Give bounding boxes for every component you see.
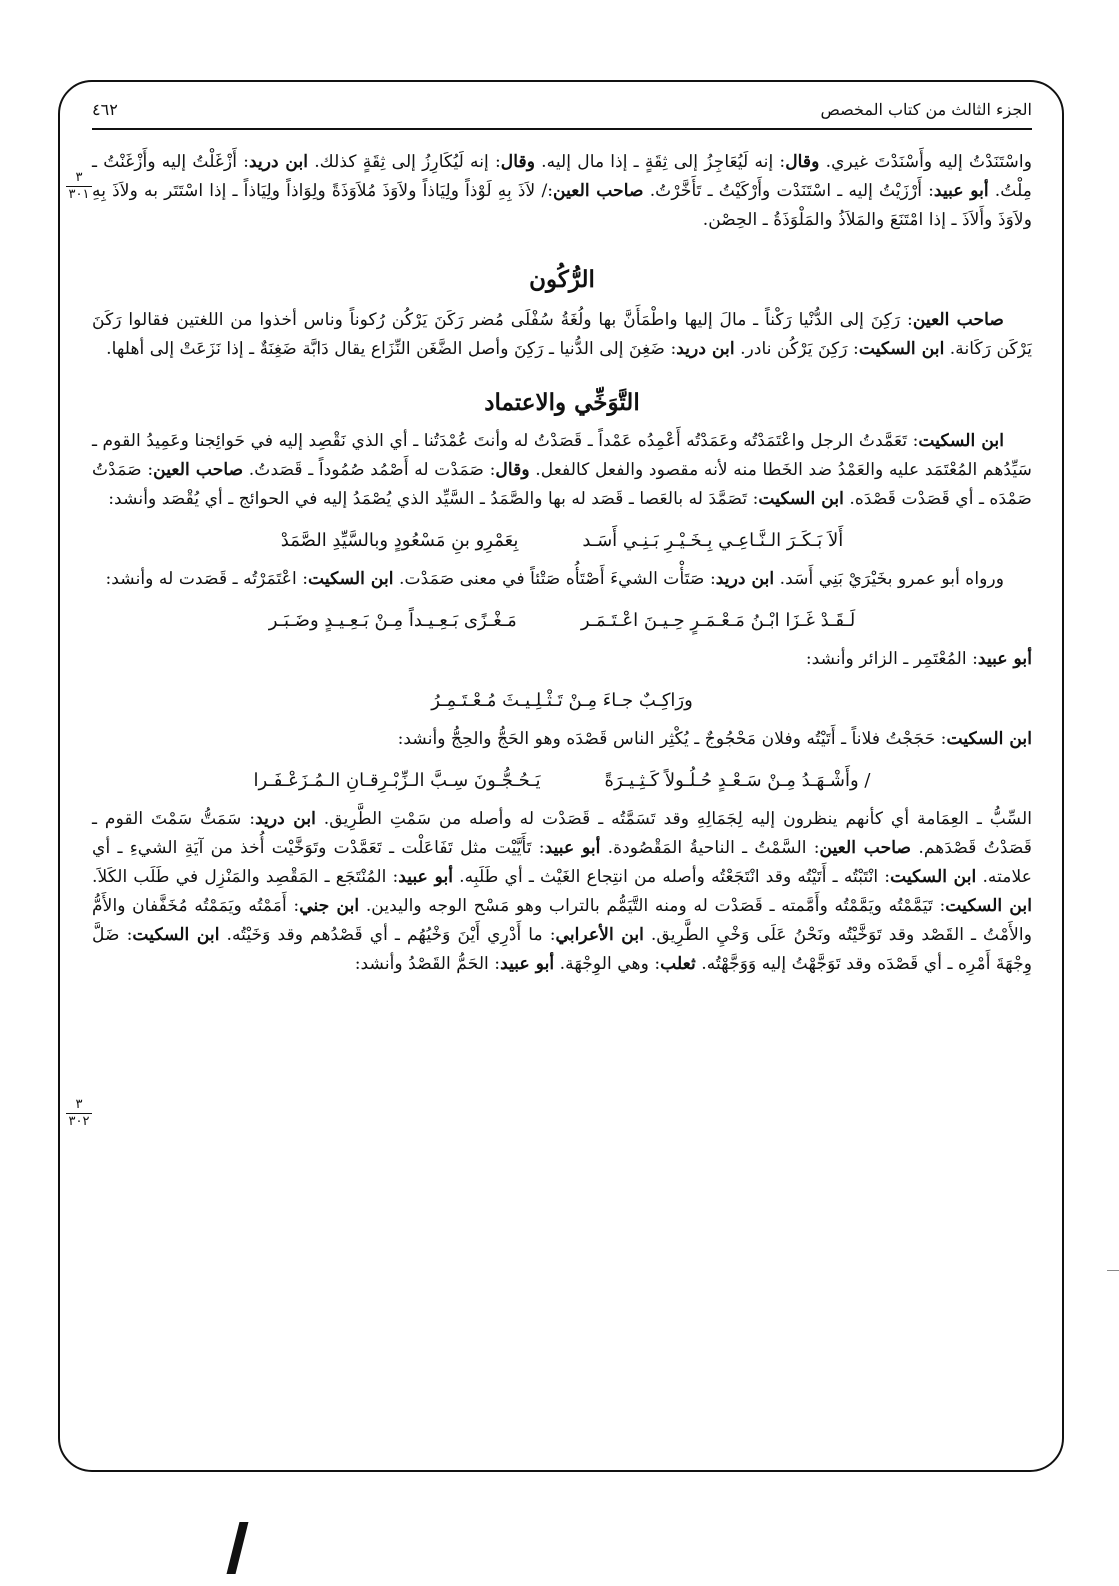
text-run: : الحَمُّ القَصْدُ وأنشد: xyxy=(354,954,501,974)
verse-hemistich: ورَاكِـبٌ جـاءَ مِـنْ تَـثْـلِـيـثَ مُـعْـتَـمِـرُ xyxy=(431,690,693,711)
source-name: ابن دريد xyxy=(255,809,316,829)
text-run: : انْتَبْتُه ـ أَتَيْتُه وقد انْتَجَعْتُه وأصله من انتِجاع الغَيْث ـ أي طَلَبِه. xyxy=(453,867,891,887)
verse-second-hemistich: بِعَمْرِو بنِ مَسْعُودٍ وبالسَّيِّدِ الصَّمَدْ xyxy=(280,530,519,551)
text-run: : إنه لَيُكَارِزُ إلى ثِقَةٍ كذلك. xyxy=(308,152,501,172)
poem-verse xyxy=(92,766,1032,795)
scan-mark xyxy=(227,1522,249,1574)
source-name: صاحب العين xyxy=(153,460,244,480)
margin-ref-page: ٣٠١ xyxy=(68,187,90,202)
text-run: : صَتَأْت الشيءَ أَصْتَأُه صَتْئاً في معنى صَمَدْت. xyxy=(393,569,716,589)
running-header xyxy=(92,92,1032,126)
source-name: أبو عبيد xyxy=(544,838,601,858)
section-heading-tawakhi: التَّوَخِّي والاعتماد xyxy=(484,389,640,416)
header-rule xyxy=(92,128,1032,130)
source-name: أبو عبيد xyxy=(500,954,555,974)
text-run: : ضَلَّ وِجْهَةَ أَمْرِه ـ أي قَصْدَه وقد تَوَجَّهْتُ إليه وَوَجَّهْتُه. xyxy=(92,925,1032,974)
source-name: صاحب العين xyxy=(912,310,1005,330)
text-run: : حَجَجْتُ فلاناً ـ أَتَيْتُه وفلان مَحْجُوجٌ ـ يُكْثِر الناس قَصْدَه وهو الحَجُّ والحِجُّ وأنشد: xyxy=(397,729,947,749)
source-name: وقال xyxy=(785,152,820,172)
source-name: ابن دريد xyxy=(715,569,775,589)
paragraph xyxy=(92,565,1032,594)
source-name: ابن السكيت xyxy=(758,489,844,509)
text-run: : سَمَتُّ سَمْتَ القوم ـ قَصَدْتُ قَصْدَهم. xyxy=(92,809,1033,858)
text-run: السِّبُّ ـ العِمَامة أي كأنهم ينظرون إليه لِجَمَالِهِ وقد تَسَمَّتُه ـ قَصَدْت له وأصله من سَمْتِ الطَّرِيق. xyxy=(315,809,1032,829)
source-name: وقال xyxy=(500,152,536,172)
text-run: : تَأَيَّيْت مثل تَفَاعَلْت ـ تَعَمَّدْت وتَوَخَّيْت أُخذ من آيَةِ الشيءِ ـ أي علامته. xyxy=(92,838,1033,887)
text-run: واسْتَنَدْتُ إليه وأَسْنَدْتَ غيري. xyxy=(819,152,1032,172)
scan-mark xyxy=(1107,1270,1119,1271)
source-name: ابن السكيت xyxy=(132,925,220,945)
source-name: ابن السكيت xyxy=(308,569,394,589)
text-run: : صَمَدْتُ صَمْدَه ـ أي قَصَدْت قَصْدَه. xyxy=(92,460,1032,509)
paragraph xyxy=(92,725,1032,754)
text-run: : السَّمْتُ ـ الناحيةُ المَقْصُودة. xyxy=(600,838,820,858)
running-title: الجزء الثالث من كتاب المخصص xyxy=(820,99,1032,119)
text-run: : المُنْتَجَع ـ المَقْصِد والمَنْزِل في طَلَب الكَلاَ. xyxy=(92,867,399,887)
source-name: ثعلب xyxy=(660,954,696,974)
text-run: : إنه لَيُعَاجِزُ إلى ثِقَةٍ ـ إذا مال إليه. xyxy=(535,152,786,172)
text-run: : اعْتَمَرْتُه ـ قَصَدت له وأنشد: xyxy=(105,569,309,589)
source-name: ابن دريد xyxy=(676,339,735,359)
source-name: ابن السكيت xyxy=(945,896,1032,916)
margin-reference-301 xyxy=(66,171,92,202)
text-run: : المُعْتَمِر ـ الزائر وأنشد: xyxy=(805,649,978,669)
section-heading-rukun: الرُّكُون xyxy=(529,266,595,293)
source-name: صاحب العين xyxy=(819,838,912,858)
verse-first-hemistich: أَلاَ بَـكَـرَ الـنَّـاعِـي بِـخَـيْـرِ بَـنِـي أَسَـد xyxy=(582,530,844,551)
text-run: : ضَغِنَ إلى الدُّنيا ـ رَكِنَ وأصل الضَّغَن النِّزَاع يقال دَابَّة ضَغِنَةٌ ـ إذا نَزَعَتْ إلى أهلها. xyxy=(106,339,677,359)
text-run: : ما أَدْرِي أَيْنَ وَخْيُهُم ـ أي قَصْدُهم وقد وَخَيْتُه. xyxy=(219,925,556,945)
source-name: ابن جني xyxy=(299,896,360,916)
text-run: :/ لاَذَ بِهِ لَوْذاً ولِيَاذاً ولاَوَذَ مُلاَوَذَةً ولِوَاذاً ولِيَاذاً ـ إذا اسْتَتَر به ولاَذَ بِهِ ولاَوَذَ وأَلاَذَ ـ إذا امْتَنَعَ والمَلاَذُ والمَلْوَذَةُ ـ الحِصْن. xyxy=(92,181,1032,230)
poem-verse xyxy=(92,686,1032,715)
source-name: صاحب العين xyxy=(553,181,644,201)
poem-verse xyxy=(92,526,1032,555)
text-run: : أَزْغَلْتُ إليه وأَزْغَنْتُ ـ مِلْتُ. xyxy=(92,152,1032,201)
text-run: : وهي الوِجْهَة. xyxy=(554,954,661,974)
source-name: ابن السكيت xyxy=(858,339,945,359)
paragraph xyxy=(92,645,1032,674)
verse-first-hemistich: / وأَشْـهَـدُ مِـنْ سَـعْـدٍ حُـلُـولاً كَـثِـيـرَةً xyxy=(604,770,871,791)
verse-second-hemistich: يَـحُـجُّـونَ سِـبَّ الـزِّبْـرِقـانِ الـمُـزَعْـفَـرا xyxy=(253,770,541,791)
source-name: ابن دريد xyxy=(248,152,309,172)
page-number: ٤٦٢ xyxy=(92,99,118,119)
page-body xyxy=(92,148,1032,979)
source-name: ابن السكيت xyxy=(890,867,977,887)
text-run: : رَكِنَ إلى الدُّنْيا رَكْناً ـ مالَ إليها واطْمَأَنَّ بها ولُغَةُ سُفْلَى مُضر رَكَنَ يَرْكُن رُكوناً وناس أخذوا من اللغتين فقالوا رَكَنَ يَرْكَن رَكَانة. xyxy=(92,310,1032,359)
source-name: ابن الأعرابي xyxy=(555,925,644,945)
source-name: ابن السكيت xyxy=(946,729,1032,749)
poem-verse xyxy=(92,606,1032,635)
text-run: : تَيَمَّمْتُه ويَمَّمْتُه وأَمَّمته ـ قَصَدْت له ومنه التَّيَمُّم بالتراب وهو مَسْح الوجه واليدين. xyxy=(359,896,946,916)
text-run: : صَمَدْت له أَصْمُد صُمُوداً ـ قَصَدتُ. xyxy=(243,460,496,480)
verse-second-hemistich: مَـغْـزًى بَـعِـيـداً مِـنْ بَـعِـيـدٍ وضَـبَـر xyxy=(268,610,517,631)
source-name: ابن السكيت xyxy=(918,431,1004,451)
source-name: أبو عبيد xyxy=(933,181,989,201)
margin-ref-page: ٣٠٢ xyxy=(68,1114,90,1129)
paragraph xyxy=(92,805,1032,979)
text-run: : تَصَمَّدَ له بالعَصا ـ قَصَد له بها والصَّمَدُ ـ السَّيِّد الذي يُصْمَدُ إليه في الحوائج ـ أي يُقْصَد وأنشد: xyxy=(108,489,759,509)
paragraph xyxy=(92,427,1032,514)
text-run: : أَمَمْتُه ويَمَمْتُه مُخَفَّفان والأَمُّ والأَمْتُ ـ القَصْد وقد تَوَخَّيْتُه ونَحْنُ عَلَى وَخْيِ الطَّرِيق. xyxy=(92,896,1032,945)
text-run: : تَعَمَّدتُ الرجل واعْتَمَدْتُه وعَمَدْتُه أَعْمِدُه عَمْداً ـ قَصَدْتُ له وأنتَ عُمْدَتُنا ـ أي الذي نَقْصِد إليه في حَوائِجنا وعَمِيدُ القوم ـ سَيِّدُهم المُعْتَمَد عليه والعَمْدُ ضد الخَطا منه لأنه مقصود والفعل كالفعل. xyxy=(92,431,1033,480)
margin-ref-volume: ٣ xyxy=(66,171,92,187)
margin-ref-volume: ٣ xyxy=(66,1098,92,1114)
text-run: ورواه أبو عمرو بخَيْرَيْ بَنِي أَسَد. xyxy=(774,569,1004,589)
paragraph xyxy=(92,306,1032,364)
text-run: : رَكِنَ يَرْكُن نادر. xyxy=(734,339,859,359)
source-name: وقال xyxy=(495,460,530,480)
source-name: أبو عبيد xyxy=(977,649,1032,669)
text-run: : أَرْزَيْتُ إليه ـ اسْتَنَدْت وأَرْكَيْتُ ـ تَأَخَّرْتُ. xyxy=(643,181,934,201)
source-name: أبو عبيد xyxy=(398,867,454,887)
verse-first-hemistich: لَـقَـدْ غَـزَا ابْـنُ مَـعْـمَـرٍ حِـيـنَ اعْـتَـمَـر xyxy=(580,610,856,631)
paragraph xyxy=(92,148,1032,235)
margin-reference-302 xyxy=(66,1098,92,1129)
